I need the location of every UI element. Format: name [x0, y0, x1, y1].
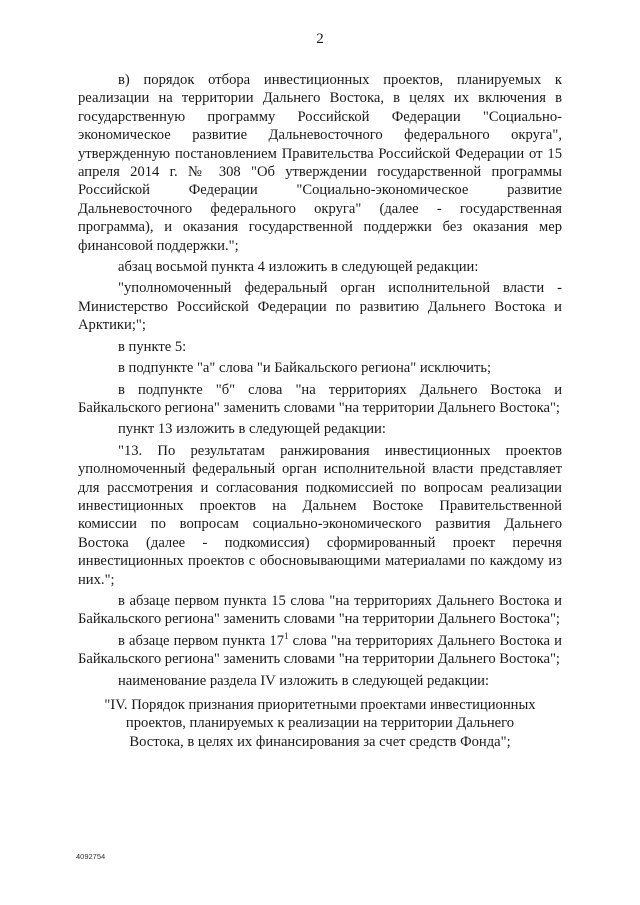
page-number: 2	[316, 31, 324, 47]
paragraph-item4-amendment: абзац восьмой пункта 4 изложить в следующей редакции:	[118, 259, 479, 276]
item17-text-after: слова "на территориях Дальнего Востока и Байкальского региона" заменить словами "на территории Дальнего Востока";	[78, 632, 562, 668]
paragraph-subitem-b: в подпункте "б" слова "на территориях Дальнего Востока и Байкальского региона" заменить словами "на территории Дальнего Востока";	[78, 381, 562, 416]
document-code: 4092754	[76, 852, 106, 861]
paragraph-authorized-body: "уполномоченный федеральный орган исполнительной власти - Министерство Российской Федерации по развитию Дальнего Востока и Арктики;";	[78, 280, 562, 334]
paragraph-item17-1	[78, 632, 562, 669]
paragraph-item15: в абзаце первом пункта 15 слова "на территориях Дальнего Востока и Байкальского региона" заменить словами "на территории Дальнего Востока";	[78, 592, 562, 628]
paragraph-section4-title: наименование раздела IV изложить в следующей редакции:	[118, 672, 490, 689]
paragraph-item5: в пункте 5:	[118, 338, 187, 355]
paragraph-subitem-a: в подпункте "а" слова "и Байкальского региона" исключить;	[118, 360, 492, 377]
section-heading-line1: "IV. Порядок признания приоритетными проектами инвестиционных	[104, 697, 536, 713]
document-body	[78, 71, 562, 751]
item17-superscript: 1	[284, 630, 289, 641]
section-heading	[78, 696, 562, 751]
section-heading-line2: проектов, планируемых к реализации на территории Дальнего	[125, 715, 515, 732]
paragraph-item13-text: "13. По результатам ранжирования инвестиционных проектов уполномоченный федеральный орган исполнительной власти представляет для рассмотрения и согласования подкомиссией по вопросам реализации инвестиционных проектов на Дальнем Востоке Правительственной комиссии по вопросам социально-экономического развития Дальнего Востока (далее - подкомиссия) сформированный проект перечня инвестиционных проектов с обосновывающими материалами по каждому из них.";	[78, 442, 562, 588]
item17-text-before: в абзаце первом пункта 17	[118, 632, 285, 649]
paragraph-item13-amendment: пункт 13 изложить в следующей редакции:	[118, 421, 386, 438]
paragraph-investment-selection: в) порядок отбора инвестиционных проектов, планируемых к реализации на территории Дальнего Востока, в целях их включения в государственную программу Российской Федерации "Социально-экономическое развитие Дальневосточного федерального округа", утвержденную постановлением Правительства Российской Федерации от 15 апреля 2014 г. № 308 "Об утверждении государственной программы Российской Федерации "Социально-экономическое развитие Дальневосточного федерального округа" (далее - государственная программа), и оказания государственной поддержки без оказания мер финансовой поддержки.";	[78, 72, 562, 254]
section-heading-line3: Востока, в целях их финансирования за счет средств Фонда";	[129, 733, 511, 750]
